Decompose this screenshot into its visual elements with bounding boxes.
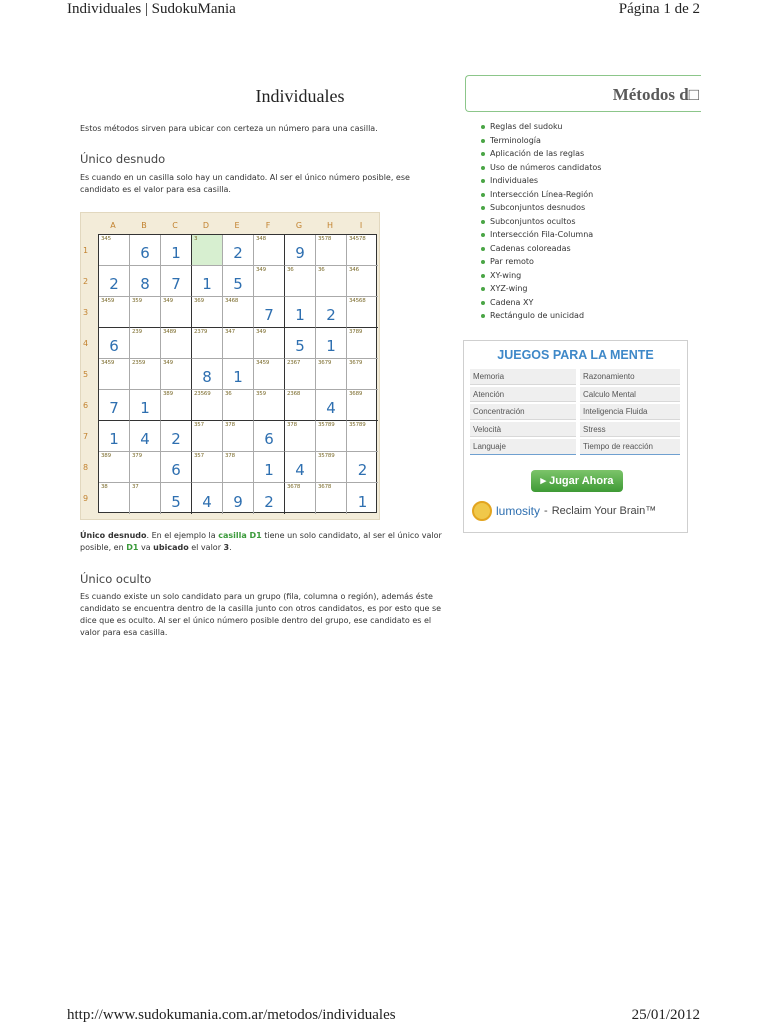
sudoku-cell: [347, 359, 378, 390]
ad-category[interactable]: Tiempo de reacción: [580, 439, 680, 455]
method-link[interactable]: Aplicación de las reglas: [481, 147, 601, 161]
cell-candidates: 349: [256, 267, 266, 273]
sudoku-cell: [192, 452, 223, 483]
method-link[interactable]: Subconjuntos desnudos: [481, 201, 601, 215]
method-link[interactable]: Reglas del sudoku: [481, 120, 601, 134]
sudoku-cell: [254, 359, 285, 390]
ad-category[interactable]: Languaje: [470, 439, 576, 455]
cell-value: 6: [171, 461, 181, 479]
cell-candidates: 38: [101, 484, 108, 490]
sudoku-cell: [347, 297, 378, 328]
cell-value: 1: [202, 275, 212, 293]
section-text-unico-desnudo: Es cuando en un casilla solo hay un candidato. Al ser el único número posible, ese candidato es el valor para esa casilla.: [80, 173, 410, 194]
sudoku-cell: [99, 483, 130, 514]
cell-candidates: 3679: [318, 360, 332, 366]
sudoku-cell: [316, 359, 347, 390]
brand-name: lumosity: [496, 504, 541, 518]
methods-header-box: [465, 75, 701, 112]
sudoku-cell: [192, 390, 223, 421]
sudoku-cell: [99, 452, 130, 483]
cell-value: 7: [171, 275, 181, 293]
method-link[interactable]: Uso de números candidatos: [481, 161, 601, 175]
sudoku-cell: [285, 483, 316, 514]
caption-text: va: [138, 543, 154, 552]
sudoku-cell: [254, 390, 285, 421]
sudoku-cell: [223, 452, 254, 483]
cell-candidates: 378: [287, 422, 297, 428]
cell-candidates: 378: [225, 453, 235, 459]
cell-candidates: 346: [349, 267, 359, 273]
cell-value: 4: [140, 430, 150, 448]
methods-list: [481, 120, 601, 323]
cell-value: 2: [171, 430, 181, 448]
cell-candidates: 34578: [349, 236, 366, 242]
sudoku-cell: [316, 483, 347, 514]
cell-candidates: 389: [101, 453, 111, 459]
sudoku-cell: [347, 328, 378, 359]
ad-category[interactable]: Velocità: [470, 422, 576, 438]
method-link[interactable]: Subconjuntos ocultos: [481, 215, 601, 229]
cell-value: 2: [109, 275, 119, 293]
sudoku-cell: [285, 421, 316, 452]
cell-candidates: 379: [132, 453, 142, 459]
cell-candidates: 3679: [349, 360, 363, 366]
ad-category[interactable]: Calculo Mental: [580, 387, 680, 403]
cell-candidates: 34568: [349, 298, 366, 304]
cell-candidates: 2367: [287, 360, 301, 366]
cell-candidates: 3459: [256, 360, 270, 366]
cell-candidates: 357: [194, 422, 204, 428]
cell-candidates: 3459: [101, 298, 115, 304]
method-link[interactable]: Cadena XY: [481, 296, 601, 310]
cell-value: 7: [264, 306, 274, 324]
method-link[interactable]: Cadenas coloreadas: [481, 242, 601, 256]
sudoku-cell: [130, 297, 161, 328]
cell-candidates: 348: [256, 236, 266, 242]
print-header: [67, 1, 700, 18]
sudoku-cell: [192, 266, 223, 297]
column-label: F: [265, 221, 271, 230]
cell-value: 1: [326, 337, 336, 355]
sudoku-cell: [223, 235, 254, 266]
cell-link-d1[interactable]: casilla D1: [218, 531, 262, 540]
cell-candidates: 3689: [349, 391, 363, 397]
cell-candidates: 357: [194, 453, 204, 459]
method-link[interactable]: Individuales: [481, 174, 601, 188]
play-now-button[interactable]: ▸ Jugar Ahora: [531, 470, 623, 492]
sudoku-cell: [99, 266, 130, 297]
method-link[interactable]: XY-wing: [481, 269, 601, 283]
cell-value: 1: [109, 430, 119, 448]
sudoku-cell: [161, 235, 192, 266]
caption-text: .: [229, 543, 232, 552]
caption-text: el valor: [188, 543, 224, 552]
cell-ref-d1: D1: [126, 543, 139, 552]
sudoku-cell: [316, 235, 347, 266]
sudoku-cell: [130, 483, 161, 514]
cell-value: 7: [109, 399, 119, 417]
row-label: 2: [83, 277, 89, 286]
sudoku-cell: [130, 452, 161, 483]
cell-candidates: 349: [163, 298, 173, 304]
cell-candidates: 36: [318, 267, 325, 273]
sudoku-cell: [223, 328, 254, 359]
sudoku-cell: [347, 235, 378, 266]
cell-candidates: 36: [225, 391, 232, 397]
cell-candidates: 2379: [194, 329, 208, 335]
row-label: 9: [83, 494, 89, 503]
column-label: H: [326, 221, 333, 230]
method-link[interactable]: Rectángulo de unicidad: [481, 309, 601, 323]
cell-value: 1: [357, 493, 368, 511]
cell-candidates: 37: [132, 484, 139, 490]
cell-candidates: 36: [287, 267, 294, 273]
cell-candidates: 2368: [287, 391, 301, 397]
cell-candidates: 369: [194, 298, 204, 304]
sudoku-cell: [254, 266, 285, 297]
cell-candidates: 359: [256, 391, 266, 397]
page-url: http://www.sudokumania.com.ar/metodos/individuales: [67, 1007, 396, 1023]
column-label: G: [295, 221, 303, 230]
page-title: Individuales: [255, 86, 345, 106]
sudoku-cell: [223, 390, 254, 421]
sudoku-cell: [99, 390, 130, 421]
sudoku-cell: [161, 452, 192, 483]
sudoku-cell: [285, 390, 316, 421]
sudoku-cell: [130, 390, 161, 421]
ad-category[interactable]: Stress: [580, 422, 680, 438]
cell-candidates: 389: [163, 391, 173, 397]
cell-value: 8: [202, 368, 212, 386]
sudoku-cell: [285, 452, 316, 483]
sudoku-cell: [316, 328, 347, 359]
caption-ubicado: ubicado: [153, 543, 189, 552]
sudoku-cell: [161, 421, 192, 452]
method-link[interactable]: Intersección Fila-Columna: [481, 228, 601, 242]
sudoku-cell: [192, 235, 223, 266]
brand-tagline: Reclaim Your Brain™: [551, 505, 657, 517]
print-footer: [67, 1007, 700, 1024]
cell-value: 5: [171, 493, 181, 511]
sudoku-cell: [130, 359, 161, 390]
sudoku-cell: [192, 421, 223, 452]
section-heading-unico-oculto: Único oculto: [80, 572, 152, 586]
cell-value: 1: [233, 368, 243, 386]
caption-bold: Único desnudo: [80, 531, 147, 540]
cell-value: 2: [233, 244, 243, 262]
cell-candidates: 23569: [194, 391, 211, 397]
cell-candidates: 3489: [163, 329, 177, 335]
cell-value: 1: [140, 399, 150, 417]
ad-category[interactable]: Memoria: [470, 369, 576, 385]
sudoku-cell: [161, 359, 192, 390]
sudoku-cell: [285, 328, 316, 359]
sudoku-cell: [316, 266, 347, 297]
cell-value: 4: [326, 399, 336, 417]
row-label: 4: [83, 339, 89, 348]
sudoku-cell: [99, 235, 130, 266]
row-label: 3: [83, 308, 89, 317]
ad-title: JUEGOS PARA LA MENTE: [497, 348, 654, 362]
print-title: Individuales | SudokuMania: [67, 1, 236, 17]
method-link[interactable]: Terminología: [481, 134, 601, 148]
sudoku-cell: [223, 421, 254, 452]
cell-value: 1: [264, 461, 274, 479]
sudoku-cell: [161, 297, 192, 328]
sudoku-cell: [223, 266, 254, 297]
column-label: C: [172, 221, 178, 230]
cell-candidates: 349: [163, 360, 173, 366]
cell-value: 9: [295, 244, 305, 262]
sudoku-cell: [285, 266, 316, 297]
sudoku-cell: [192, 328, 223, 359]
methods-title: Métodos d□: [612, 85, 699, 104]
cell-candidates: 2359: [132, 360, 146, 366]
sudoku-cell: [223, 359, 254, 390]
ad-category[interactable]: Inteligencia Fluida: [580, 404, 680, 420]
cell-value: 6: [109, 337, 119, 355]
brand-separator: -: [544, 505, 548, 517]
sudoku-cell: [130, 421, 161, 452]
method-link[interactable]: XYZ-wing: [481, 282, 601, 296]
cell-value: 9: [233, 493, 243, 511]
section-heading-unico-desnudo: Único desnudo: [80, 152, 166, 166]
cell-value: 5: [295, 337, 305, 355]
caption-value: 3: [223, 543, 230, 552]
cell-value: 2: [357, 461, 368, 479]
sudoku-cell: [99, 328, 130, 359]
sudoku-cell: [347, 452, 378, 483]
ad-category[interactable]: Concentración: [470, 404, 576, 420]
cell-candidates: 35789: [349, 422, 366, 428]
sudoku-cell: [316, 452, 347, 483]
column-label: A: [110, 221, 116, 230]
sudoku-cell: [161, 483, 192, 514]
ad-categories: [470, 369, 684, 455]
caption-text: tiene un solo candidato, al ser el único valor posible, en: [80, 531, 442, 552]
sudoku-cell: [254, 421, 285, 452]
sudoku-cell: [254, 452, 285, 483]
cell-candidates: 349: [256, 329, 266, 335]
cell-candidates: 35789: [318, 422, 335, 428]
sudoku-cell: [347, 266, 378, 297]
cell-candidates: 35789: [318, 453, 335, 459]
cell-value: 8: [140, 275, 150, 293]
sudoku-cell: [192, 359, 223, 390]
print-date: 25/01/2012: [631, 1007, 700, 1023]
sudoku-cell: [99, 359, 130, 390]
sudoku-cell: [316, 421, 347, 452]
cell-candidates: 378: [225, 422, 235, 428]
sudoku-cell: [285, 359, 316, 390]
cell-candidates: 3578: [318, 236, 332, 242]
section-text-unico-oculto: Es cuando existe un solo candidato para un grupo (fila, columna o región), además éste candidato se encuentra dentro de la casilla junto con otros candidatos, es por esto que se dice que es oculto. Al ser el único número posible dentro del grupo, ese candidato es el valor para esa casilla.: [80, 592, 442, 637]
sudoku-cell: [130, 328, 161, 359]
sudoku-cell: [347, 421, 378, 452]
sudoku-cell: [161, 266, 192, 297]
cell-value: 1: [171, 244, 181, 262]
sudoku-cell: [347, 483, 378, 514]
row-label: 5: [83, 370, 89, 379]
sudoku-cell: [223, 297, 254, 328]
cell-value: 1: [295, 306, 305, 324]
sudoku-board: [80, 212, 380, 520]
sudoku-cell: [285, 297, 316, 328]
play-now-label: Jugar Ahora: [549, 475, 614, 487]
lumosity-logo-icon: [472, 501, 492, 521]
cell-candidates: 359: [132, 298, 142, 304]
sudoku-cell: [99, 421, 130, 452]
intro-text: Estos métodos sirven para ubicar con certeza un número para una casilla.: [80, 124, 378, 133]
row-label: 6: [83, 401, 89, 410]
column-label: D: [202, 221, 210, 230]
cell-value: 4: [202, 493, 212, 511]
cell-value: 6: [140, 244, 150, 262]
board-caption: [80, 530, 452, 554]
ad-category[interactable]: Atención: [470, 387, 576, 403]
sudoku-cell: [223, 483, 254, 514]
sudoku-cell: [161, 390, 192, 421]
sudoku-cell: [192, 483, 223, 514]
sudoku-cell: [254, 328, 285, 359]
ad-brand: [472, 501, 656, 521]
ad-category[interactable]: Razonamiento: [580, 369, 680, 385]
sudoku-cell: [192, 297, 223, 328]
column-label: B: [141, 221, 147, 230]
row-label: 1: [83, 246, 89, 255]
cell-candidates: 239: [132, 329, 142, 335]
sudoku-cell: [130, 235, 161, 266]
ad-banner[interactable]: [463, 340, 688, 533]
method-link[interactable]: Par remoto: [481, 255, 601, 269]
cell-candidates: 347: [225, 329, 235, 335]
row-label: 7: [83, 432, 89, 441]
row-label: 8: [83, 463, 89, 472]
cell-candidates: 3: [194, 236, 198, 242]
sudoku-cell: [254, 235, 285, 266]
cell-candidates: 3789: [349, 329, 363, 335]
sudoku-cell: [254, 297, 285, 328]
cell-candidates: 3678: [318, 484, 332, 490]
cell-value: 6: [264, 430, 274, 448]
sudoku-cell: [161, 328, 192, 359]
sudoku-cell: [347, 390, 378, 421]
method-link[interactable]: Intersección Línea-Región: [481, 188, 601, 202]
sudoku-cell: [316, 297, 347, 328]
cell-candidates: 3459: [101, 360, 115, 366]
cell-value: 5: [233, 275, 243, 293]
page-number: Página 1 de 2: [618, 1, 700, 17]
caption-text: . En el ejemplo la: [146, 531, 219, 540]
sudoku-cell: [99, 297, 130, 328]
cell-candidates: 3678: [287, 484, 301, 490]
cell-value: 4: [295, 461, 305, 479]
sudoku-cell: [285, 235, 316, 266]
sudoku-grid: [98, 234, 377, 513]
sudoku-cell: [316, 390, 347, 421]
cell-value: 2: [326, 306, 336, 324]
cell-candidates: 3468: [225, 298, 239, 304]
column-label: E: [234, 221, 240, 230]
column-label: I: [359, 221, 363, 230]
cell-candidates: 345: [101, 236, 111, 242]
sudoku-cell: [254, 483, 285, 514]
sudoku-cell: [130, 266, 161, 297]
cell-value: 2: [264, 493, 274, 511]
